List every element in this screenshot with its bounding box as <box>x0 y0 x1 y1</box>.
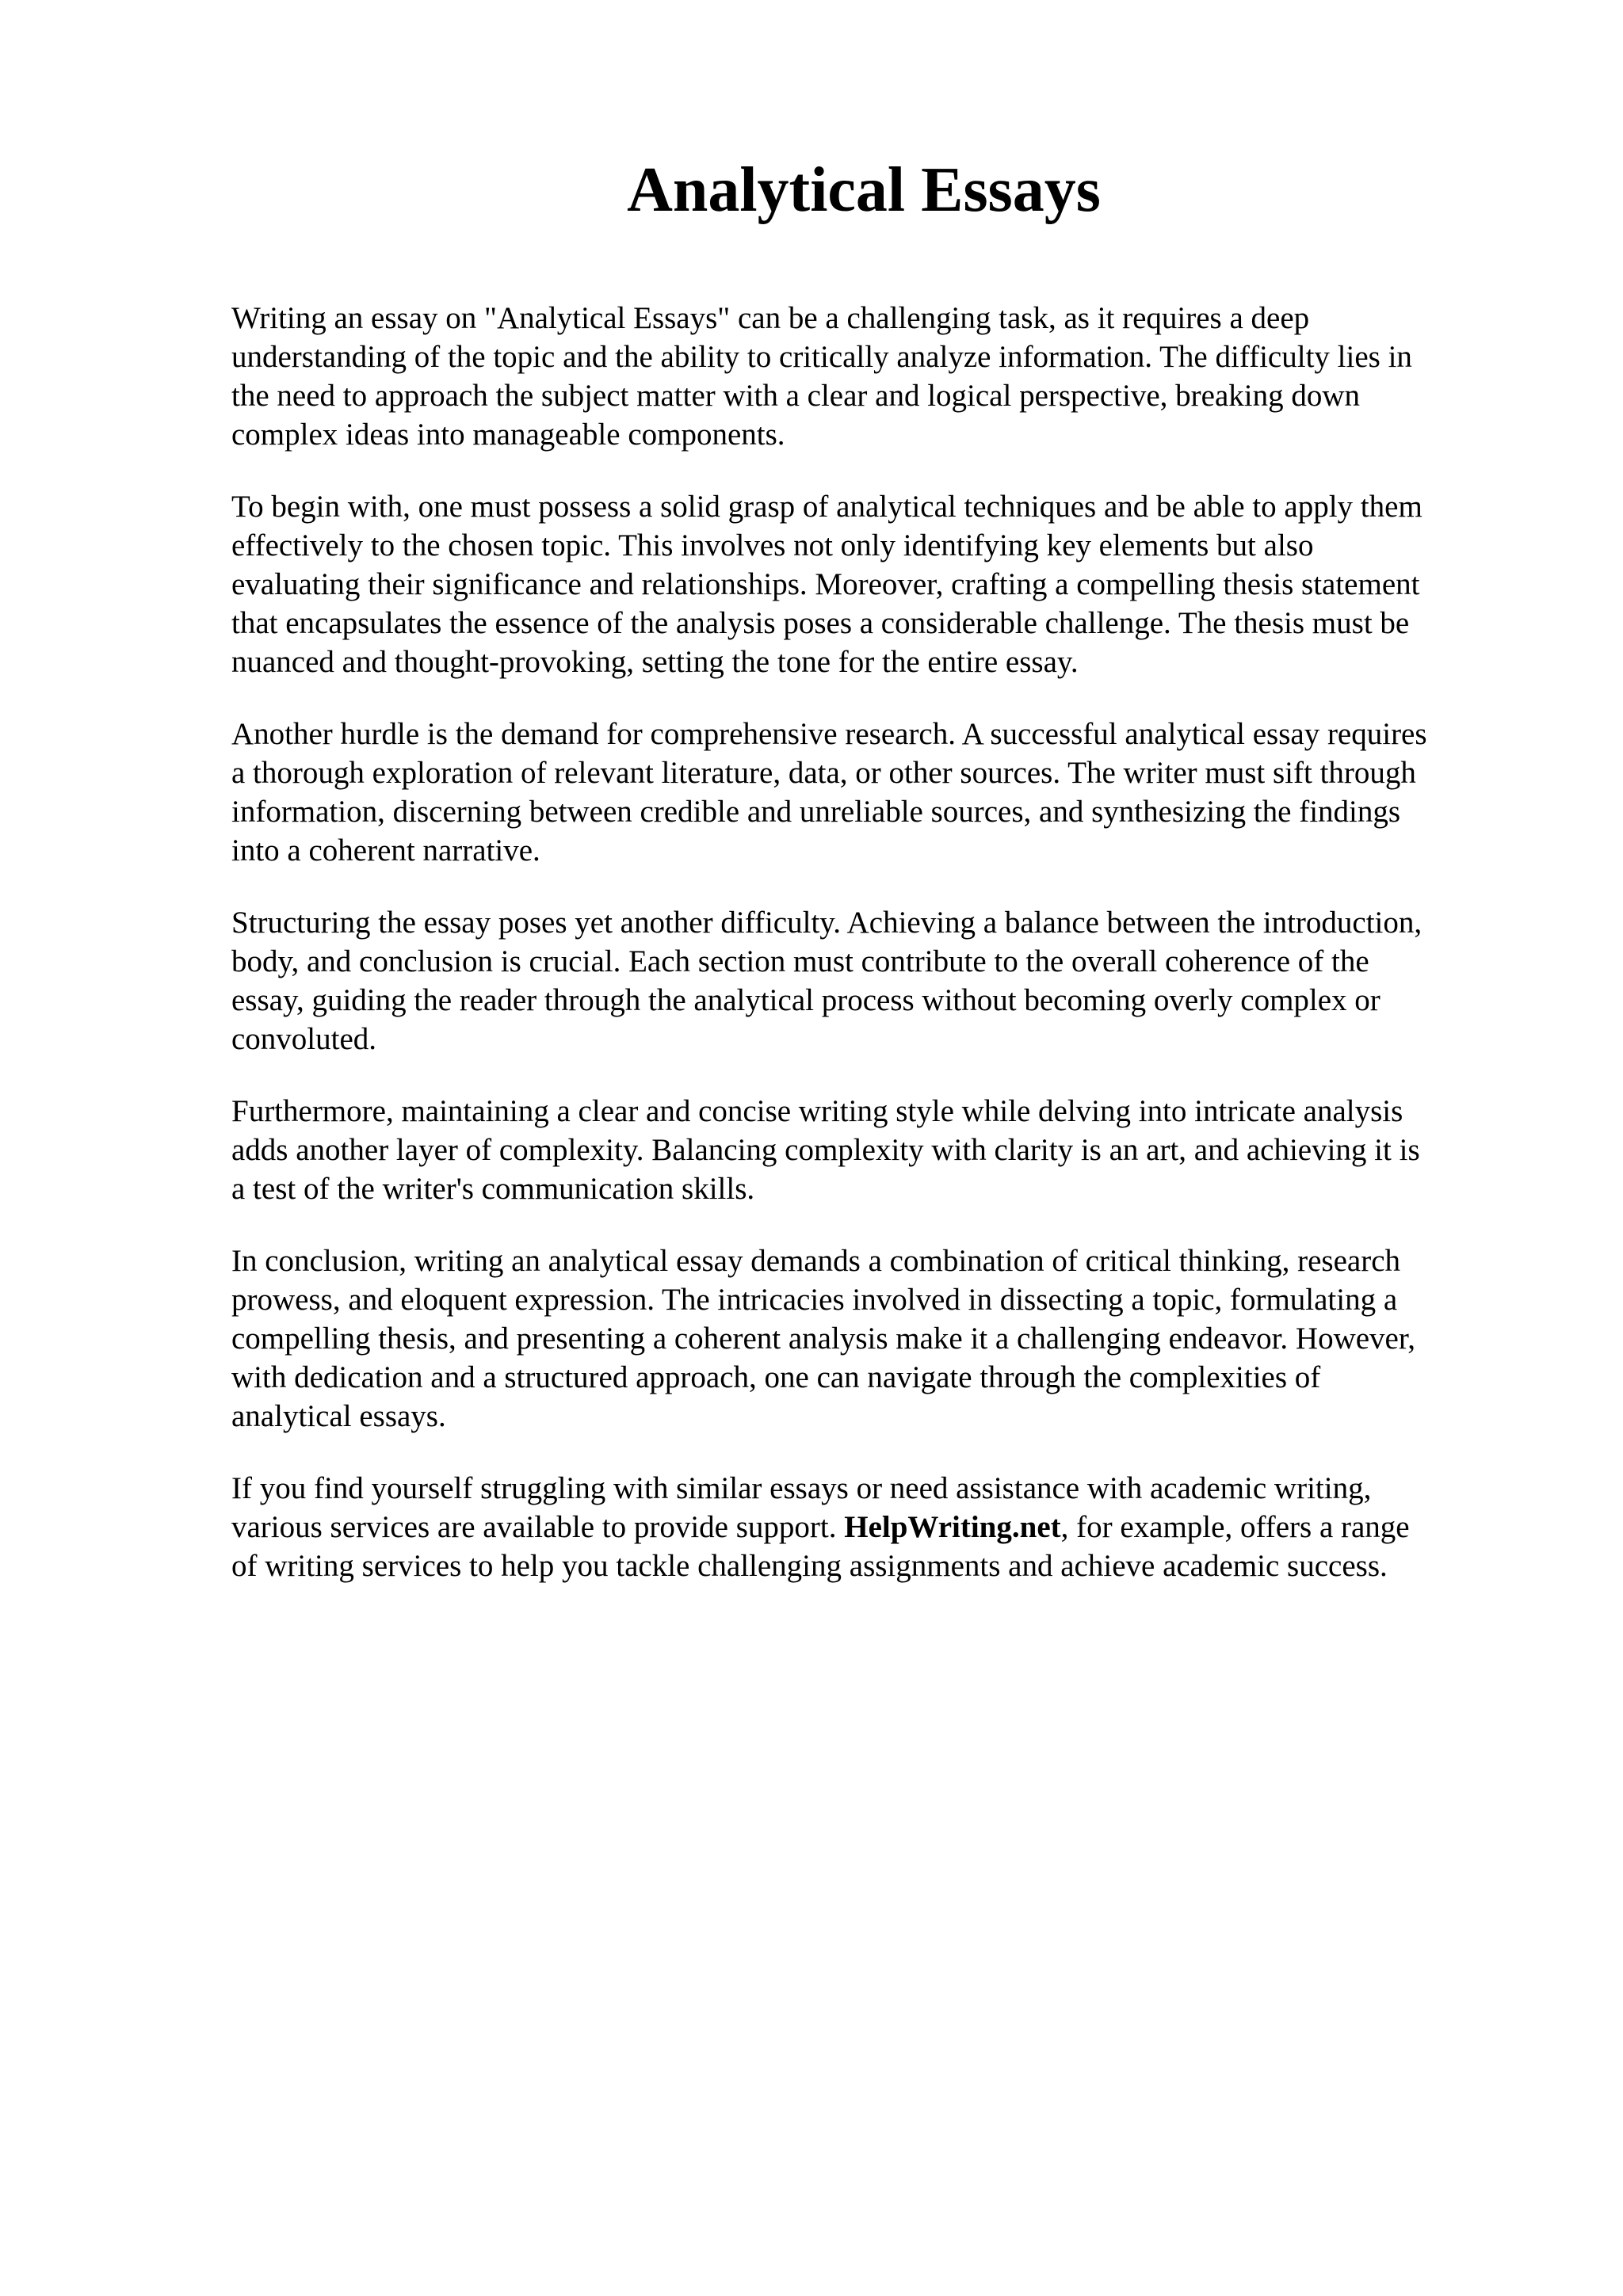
text-line: prowess, and eloquent expression. The intricacies involved in dissecting a topic, formulating a <box>231 1283 1398 1317</box>
text-line: Another hurdle is the demand for comprehensive research. A successful analytical essay requires <box>231 717 1427 751</box>
text-line: complex ideas into manageable components. <box>231 418 785 452</box>
text-line: Writing an essay on "Analytical Essays" can be a challenging task, as it requires a deep <box>231 301 1310 335</box>
text-line: analytical essays. <box>231 1399 446 1433</box>
text-line: If you find yourself struggling with similar essays or need assistance with academic writing, <box>231 1471 1372 1505</box>
text-line: convoluted. <box>231 1022 377 1056</box>
text-line: the need to approach the subject matter with a clear and logical perspective, breaking down <box>231 379 1361 413</box>
text-line: evaluating their significance and relationships. Moreover, crafting a compelling thesis statement <box>231 567 1420 601</box>
essay-body <box>231 299 1531 1619</box>
text-line: essay, guiding the reader through the analytical process without becoming overly complex or <box>231 983 1381 1017</box>
text-line: with dedication and a structured approach, one can navigate through the complexities of <box>231 1360 1321 1394</box>
text-line: compelling thesis, and presenting a coherent analysis make it a challenging endeavor. However, <box>231 1322 1416 1356</box>
text-line: To begin with, one must possess a solid grasp of analytical techniques and be able to apply them <box>231 490 1423 524</box>
text-line: a thorough exploration of relevant literature, data, or other sources. The writer must sift through <box>231 756 1416 790</box>
text-line: effectively to the chosen topic. This involves not only identifying key elements but also <box>231 528 1314 563</box>
text-segment: , for example, offers a range <box>1060 1510 1410 1544</box>
closing-paragraph <box>231 1469 1531 1585</box>
brand-name: HelpWriting.net <box>844 1510 1061 1544</box>
paragraph-4 <box>231 903 1531 1058</box>
text-segment: various services are available to provide support. <box>231 1510 845 1544</box>
paragraph-1 <box>231 299 1531 454</box>
text-line: adds another layer of complexity. Balancing complexity with clarity is an art, and achieving it is <box>231 1133 1420 1167</box>
text-line: that encapsulates the essence of the analysis poses a considerable challenge. The thesis must be <box>231 606 1410 640</box>
text-line: a test of the writer's communication skills. <box>231 1172 755 1206</box>
text-line: Furthermore, maintaining a clear and concise writing style while delving into intricate analysis <box>231 1094 1403 1128</box>
paragraph-3 <box>231 715 1531 870</box>
text-line: In conclusion, writing an analytical essay demands a combination of critical thinking, research <box>231 1244 1401 1278</box>
text-line: nuanced and thought-provoking, setting the tone for the entire essay. <box>231 645 1079 679</box>
text-line: Structuring the essay poses yet another difficulty. Achieving a balance between the introduction, <box>231 906 1423 940</box>
text-line: understanding of the topic and the ability to critically analyze information. The difficulty lies in <box>231 340 1412 374</box>
page-title: Analytical Essays <box>627 155 1101 225</box>
text-line: body, and conclusion is crucial. Each section must contribute to the overall coherence of the <box>231 944 1369 978</box>
text-line <box>231 1508 1531 1547</box>
paragraph-6 <box>231 1241 1531 1436</box>
text-line: information, discerning between credible and unreliable sources, and synthesizing the findings <box>231 795 1401 829</box>
paragraph-2 <box>231 487 1531 681</box>
paragraph-5 <box>231 1092 1531 1208</box>
text-line: into a coherent narrative. <box>231 833 540 868</box>
text-line: of writing services to help you tackle challenging assignments and achieve academic success. <box>231 1549 1388 1583</box>
